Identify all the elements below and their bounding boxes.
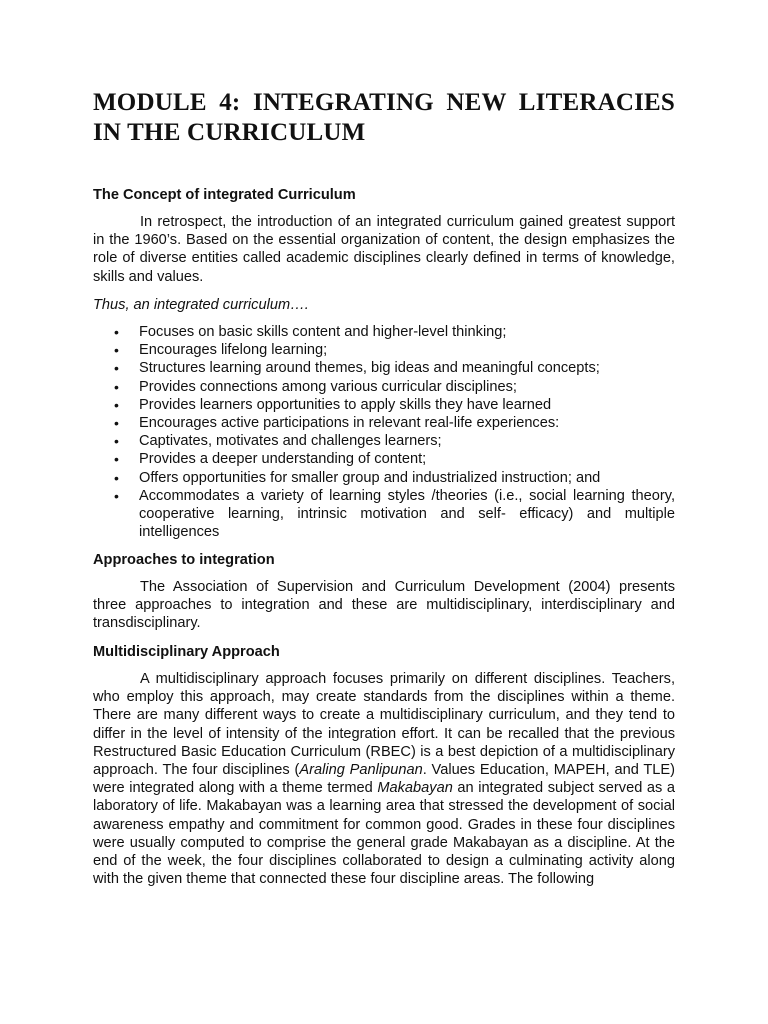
bullet-item: • Accommodates a variety of learning styles /theories (i.e., social learning theory, cooperative learning, intrinsic motivation and self- efficacy) and multiple intelligences [114,487,675,541]
bullet-icon: • [114,342,119,359]
bullet-icon: • [114,324,119,340]
multidisciplinary-paragraph: A multidisciplinary approach focuses primarily on different disciplines. Teachers, who employ this approach, may create standards from the disciplines within a theme. There are many different ways to create a multidisciplinary curriculum, and they tend to differ in the level of intensity of the integration effort. It can be recalled that the previous Restructured Basic Education Curriculum (RBEC) is a best depiction of a multidisciplinary approach. The four disciplines (Araling Panlipunan. Values Education, MAPEH, and TLE) were integrated along with a theme termed Makabayan an integrated subject served as a laboratory of life. Makabayan was a learning area that stressed the development of social awareness empathy and commitment for common good. Grades in these four disciplines were usually computed to comprise the general grade Makabayan as a discipline. At the end of the week, the four disciplines collaborated to design a culminating activity along with the given theme that connected these four discipline areas. The following [93,671,676,888]
concept-heading: The Concept of integrated Curriculum [93,187,356,203]
bullet-item: • Encourages lifelong learning; [114,342,328,359]
bullet-icon: • [114,451,119,468]
bullet-icon: • [114,433,119,450]
italic-term-makabayan: Makabayan [377,780,453,797]
bullet-icon: • [114,360,119,377]
module-title [93,0,675,148]
italic-term-araling-panlipunan: Araling Panlipunan [299,762,423,779]
bullet-icon: • [114,378,119,395]
multidisciplinary-heading: Multidisciplinary Approach [93,644,280,660]
concept-bullet-list [93,323,675,541]
bullet-item: • Provides a deeper understanding of content; [114,451,427,468]
bullet-item: • Provides learners opportunities to apply skills they have learned [114,396,552,413]
document-page [93,0,676,888]
bullet-icon: • [114,396,119,413]
bullet-icon: • [114,487,119,504]
concept-paragraph: In retrospect, the introduction of an integrated curriculum gained greatest support in the 1960’s. Based on the essential organization of content, the design emphasizes the role of diverse entities called academic disciplines clearly defined in terms of knowledge, skills and values. [93,214,675,285]
approaches-heading: Approaches to integration [93,552,275,568]
bullet-item: • Focuses on basic skills content and higher-level thinking; [114,324,507,340]
concept-lead-in: Thus, an integrated curriculum…. [93,297,309,313]
bullet-item: • Provides connections among various curricular disciplines; [114,378,517,395]
bullet-icon: • [114,469,119,486]
bullet-item: • Captivates, motivates and challenges learners; [114,433,442,450]
module-title-line-2: IN THE CURRICULUM [93,119,366,146]
bullet-icon: • [114,415,119,432]
bullet-item: • Offers opportunities for smaller group and industrialized instruction; and [114,469,601,486]
bullet-item: • Encourages active participations in relevant real-life experiences: [114,415,560,432]
bullet-item: • Structures learning around themes, big ideas and meaningful concepts; [114,360,600,377]
module-title-line-1: MODULE 4: INTEGRATING NEW LITERACIES [93,89,675,116]
approaches-paragraph: The Association of Supervision and Curriculum Development (2004) presents three approaches to integration and these are multidisciplinary, interdisciplinary and transdisciplinary. [93,579,675,632]
